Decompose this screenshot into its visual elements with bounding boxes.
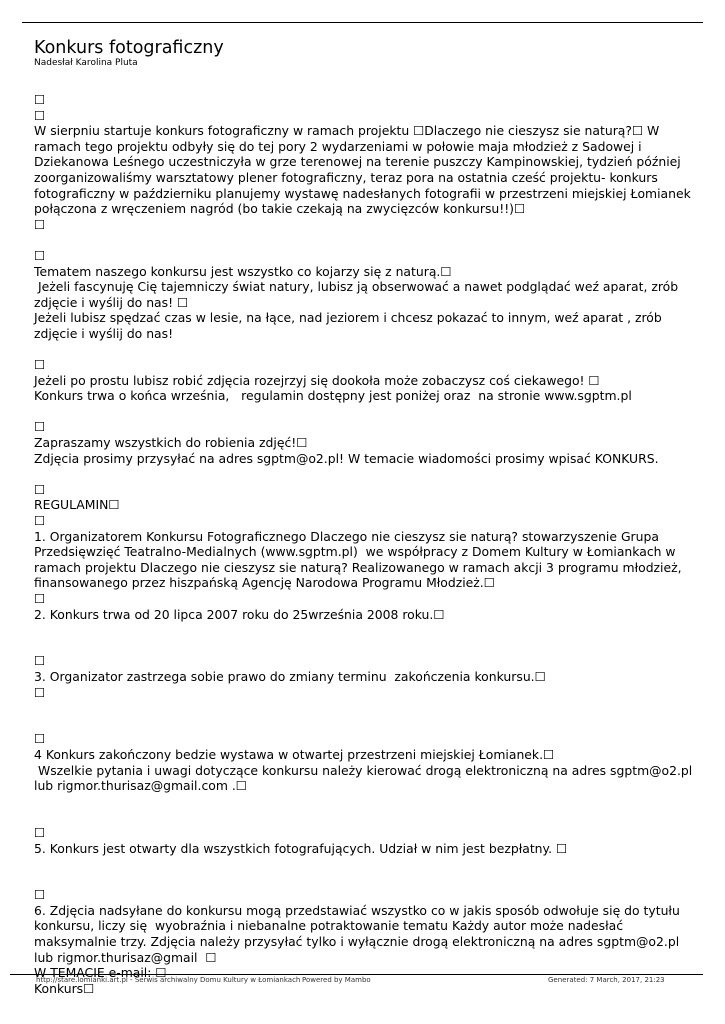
body-line: Konkurs trwa o końca września, regulamin dostępny jest poniżej oraz na stronie www.sgptm.pl xyxy=(34,388,632,404)
body-line: 6. Zdjęcia nadsyłane do konkursu mogą przedstawiać wszystko co w jakis sposób odwołuje się do tytułu xyxy=(34,902,680,918)
body-line: 3. Organizator zastrzega sobie prawo do zmiany terminu zakończenia konkursu.☐ xyxy=(34,668,546,684)
body-line: Zdjęcia prosimy przysyłać na adres sgptm@o2.pl! W temacie wiadomości prosimy wpisać KONKURS. xyxy=(34,450,659,466)
article-header xyxy=(34,38,224,69)
body-line: ☐ xyxy=(34,481,46,497)
article-title: Konkurs fotograficzny xyxy=(34,38,224,58)
article-author: Nadesłał Karolina Pluta xyxy=(34,58,138,68)
body-line xyxy=(34,342,694,358)
top-rule xyxy=(22,22,703,23)
body-line: 1. Organizatorem Konkursu Fotograficznego Dlaczego nie cieszysz sie naturą? stowarzyszenie Grupa xyxy=(34,528,659,544)
body-line: Tematem naszego konkursu jest wszystko co kojarzy się z naturą.☐ xyxy=(34,263,452,279)
body-line: 4 Konkurs zakończony bedzie wystawa w otwartej przestrzeni miejskiej Łomianek.☐ xyxy=(34,746,555,762)
body-line: Jeżeli lubisz spędzać czas w lesie, na łące, nad jeziorem i chcesz pokazać to innym, weź aparat , zrób xyxy=(34,310,662,326)
body-line: ☐ xyxy=(34,513,46,529)
body-line: konkursu, liczy się wyobraźnia i niebanalne potraktowanie tematu Każdy autor może nadesłać xyxy=(34,918,624,934)
body-line: ☐ xyxy=(34,92,46,107)
footer-powered-by: Powered by Mambo xyxy=(302,976,371,984)
body-line xyxy=(34,872,694,888)
body-line: finansowanego przez hiszpańską Agencję Narodowa Programu Młodzież.☐ xyxy=(34,575,495,591)
body-line: zdjęcie i wyślij do nas! xyxy=(34,325,174,341)
footer-generated-date: Generated: 7 March, 2017, 21:23 xyxy=(548,976,665,984)
body-line: ☐ xyxy=(34,591,46,606)
body-line: fotograficzny w październiku planujemy wystawę nadesłanych fotografii w przestrzeni miejskiej Łomianek xyxy=(34,185,691,201)
body-line: W sierpniu startuje konkurs fotograficzny w ramach projektu ☐Dlaczego nie cieszysz sie naturą?☐ W xyxy=(34,123,660,139)
body-line xyxy=(34,232,694,248)
body-line: Wszelkie pytania i uwagi dotyczące konkursu należy kierować drogą elektroniczną na adres sgptm@o2.pl xyxy=(34,762,693,778)
body-line: REGULAMIN☐ xyxy=(34,497,120,513)
body-line: ☐ xyxy=(34,216,46,232)
body-line xyxy=(34,404,694,420)
body-line: ☐ xyxy=(34,824,46,840)
body-line: ☐ xyxy=(34,684,46,700)
body-line: 5. Konkurs jest otwarty dla wszystkich fotografujących. Udział w nim jest bezpłatny. ☐ xyxy=(34,840,568,856)
body-line: Konkurs☐ xyxy=(34,980,95,996)
footer-rule xyxy=(10,974,703,975)
body-line: zdjęcie i wyślij do nas! ☐ xyxy=(34,294,189,310)
body-line: Zapraszamy wszystkich do robienia zdjęć!☐ xyxy=(34,435,308,451)
body-line xyxy=(34,856,694,872)
body-line xyxy=(34,466,694,482)
footer-source-url: http://stare.lomianki.art.pl - Serwis archiwalny Domu Kultury w Łomiankach xyxy=(36,976,301,984)
body-line: lub rigmor.thurisaz@gmail.com .☐ xyxy=(34,778,247,794)
article-body xyxy=(34,92,694,996)
body-line xyxy=(34,622,694,638)
body-line: 2. Konkurs trwa od 20 lipca 2007 roku do 25września 2008 roku.☐ xyxy=(34,606,445,622)
body-line: ☐ xyxy=(34,357,46,373)
body-line: maksymalnie trzy. Zdjęcia należy przysyłać tylko i wyłącznie drogą elektroniczną na adres sgptm@o2.pl xyxy=(34,934,680,950)
body-line: ☐ xyxy=(34,419,46,435)
body-line: ☐ xyxy=(34,247,46,263)
body-line: ramach projektu Dlaczego nie cieszysz sie naturą? Realizowanego w ramach akcji 3 programu młodzież, xyxy=(34,559,682,575)
body-line: Dziekanowa Leśnego uczestniczyła w grze terenowej na terenie puszczy Kampinowskiej, tydzień później xyxy=(34,154,681,170)
body-line xyxy=(34,638,694,654)
body-line: W TEMACIE e-mail: ☐ xyxy=(34,965,167,981)
body-line: ramach tego projektu odbyły się do tej pory 2 wydarzeniami w połowie maja młodzież z Sadowej i xyxy=(34,138,642,154)
body-line: Jeżeli po prostu lubisz robić zdjęcia rozejrzyj się dookoła może zobaczysz coś ciekawego! ☐ xyxy=(34,372,600,388)
body-line: ☐ xyxy=(34,887,46,903)
body-line: Jeżeli fascynuję Cię tajemniczy świat natury, lubisz ją obserwować a nawet podglądać weź aparat, zrób xyxy=(34,279,679,295)
body-line xyxy=(34,700,694,716)
body-line: ☐ xyxy=(34,653,46,669)
body-line: połączona z wręczeniem nagród (bo takie czekają na zwycięzców konkursu!!)☐ xyxy=(34,201,526,217)
body-line xyxy=(34,794,694,810)
body-line: lub rigmor.thurisaz@gmail ☐ xyxy=(34,949,217,965)
body-line: zoorganizowaliśmy warsztatowy plener fotograficzny, teraz pora na ostatnia cześć projektu- konkurs xyxy=(34,169,658,185)
body-line: ☐ xyxy=(34,107,46,123)
body-line: Przedsięwzięć Teatralno-Medialnych (www.sgptm.pl) we współpracy z Domem Kultury w Łomiankach w xyxy=(34,544,676,560)
body-line: ☐ xyxy=(34,731,46,747)
body-line xyxy=(34,716,694,732)
body-line xyxy=(34,809,694,825)
